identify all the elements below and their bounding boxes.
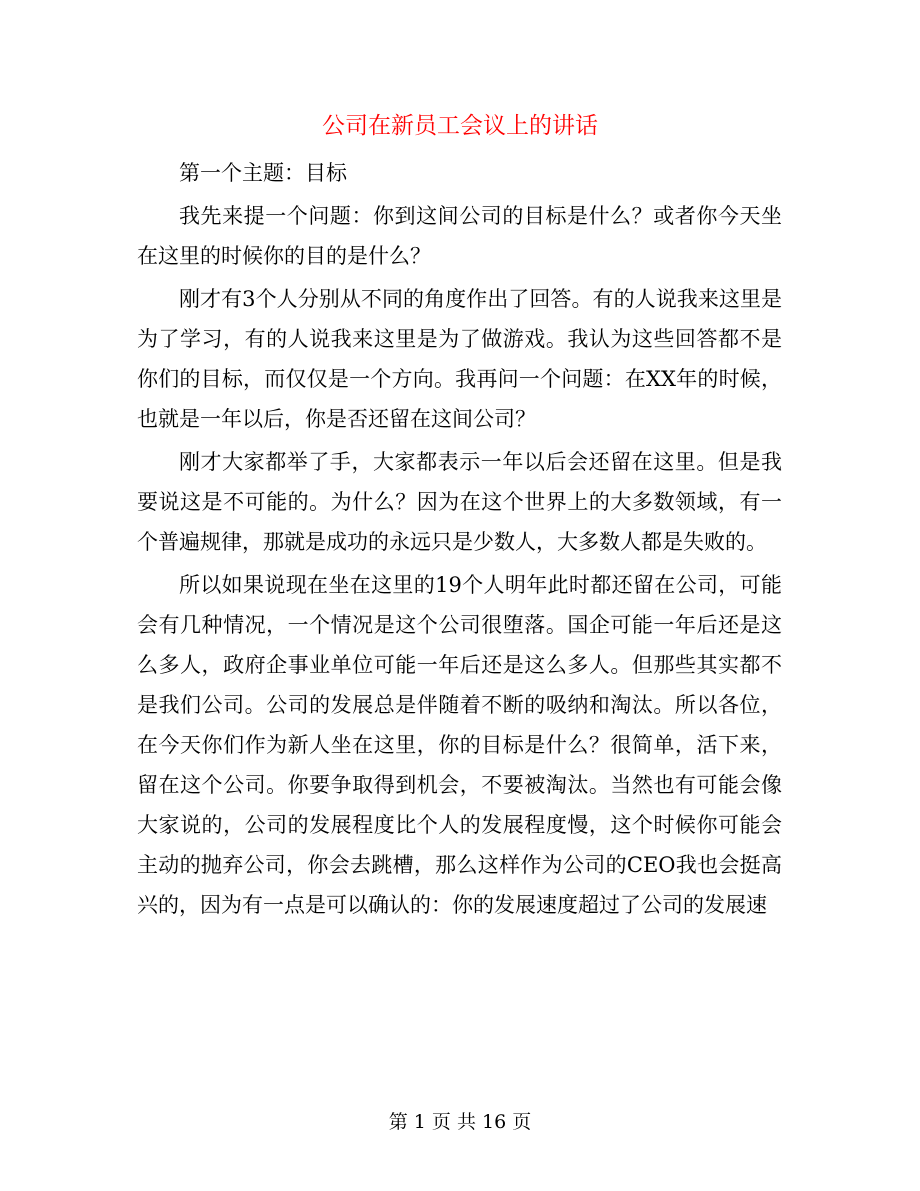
paragraph: 我先来提一个问题：你到这间公司的目标是什么？或者你今天坐在这里的时候你的目的是什么？ xyxy=(137,204,782,268)
document-body xyxy=(137,153,782,928)
section-heading: 第一个主题：目标 xyxy=(179,161,347,185)
paragraph: 所以如果说现在坐在这里的19个人明年此时都还留在公司，可能会有几种情况，一个情况是这个公司很堕落。国企可能一年后还是这么多人，政府企事业单位可能一年后还是这么多人。但那些其实都不是我们公司。公司的发展总是伴随着不断的吸纳和淘汰。所以各位，在今天你们作为新人坐在这里，你的目标是什么？很简单，活下来，留在这个公司。你要争取得到机会，不要被淘汰。当然也有可能会像大家说的，公司的发展程度比个人的发展程度慢，这个时候你可能会主动的抛弃公司，你会去跳槽，那么这样作为公司的CEO我也会挺高兴的，因为有一点是可以确认的：你的发展速度超过了公司的发展速 xyxy=(137,573,782,917)
paragraph: 刚才有3个人分别从不同的角度作出了回答。有的人说我来这里是为了学习，有的人说我来这里是为了做游戏。我认为这些回答都不是你们的目标，而仅仅是一个方向。我再问一个问题：在XX年的时候，也就是一年以后，你是否还留在这间公司？ xyxy=(137,287,782,431)
page-number-footer: 第 1 页 共 16 页 xyxy=(388,1111,532,1133)
document-title: 公司在新员工会议上的讲话 xyxy=(322,113,598,139)
paragraph: 刚才大家都举了手，大家都表示一年以后会还留在这里。但是我要说这是不可能的。为什么？因为在这个世界上的大多数领域，有一个普遍规律，那就是成功的永远只是少数人，大多数人都是失败的。 xyxy=(137,450,782,554)
